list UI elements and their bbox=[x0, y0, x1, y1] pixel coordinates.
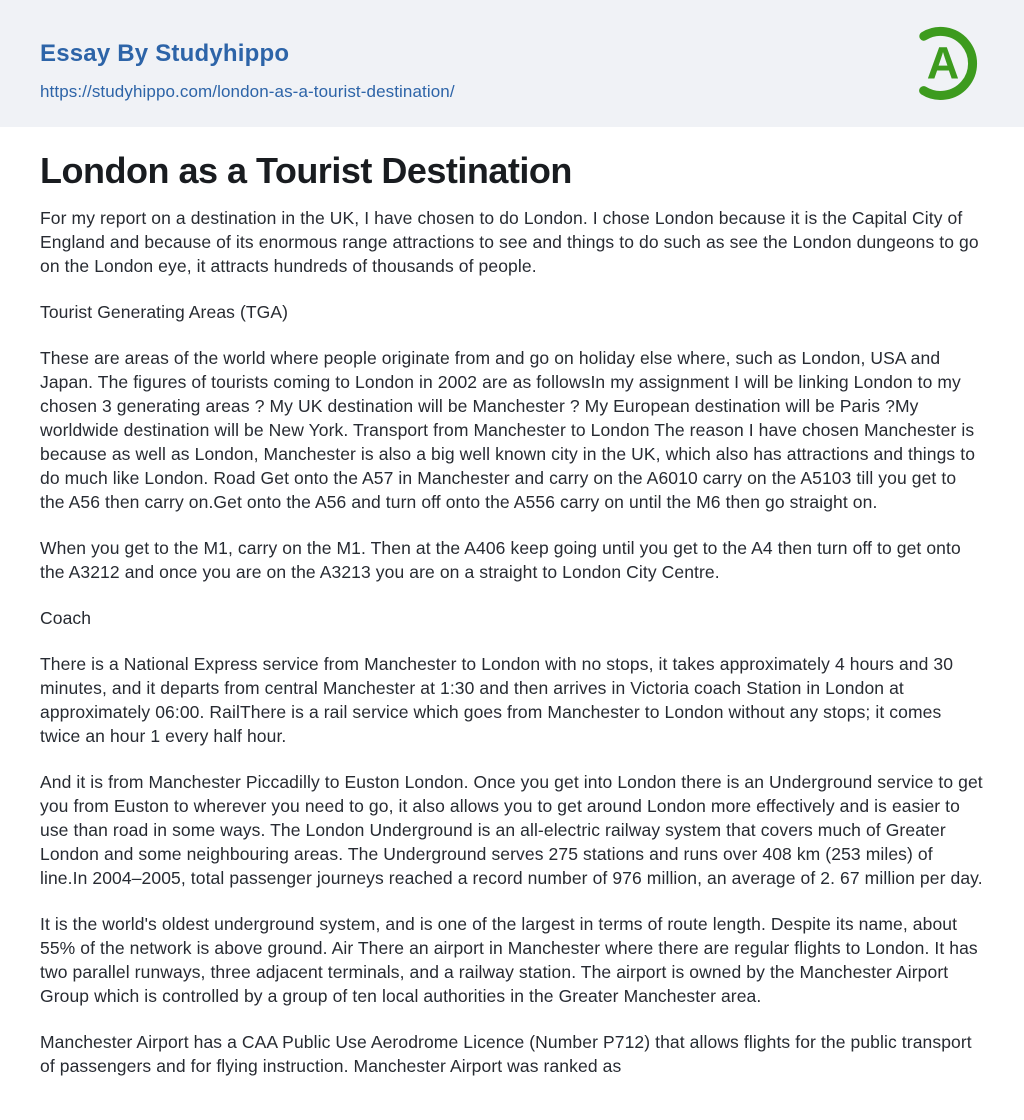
studyhippo-logo-icon bbox=[906, 22, 984, 104]
article-paragraph: Manchester Airport has a CAA Public Use Aerodrome Licence (Number P712) that allows flights for the public transport of passengers and for flying instruction. Manchester Airport was ranked as bbox=[40, 1032, 972, 1077]
article-paragraph-coach-heading: Coach bbox=[40, 608, 92, 629]
article-paragraph-tga-heading: Tourist Generating Areas (TGA) bbox=[40, 302, 289, 323]
logo-letter: A bbox=[926, 37, 960, 89]
article-paragraph: It is the world's oldest underground system, and is one of the largest in terms of route length. Despite its name, about 55% of the network is above ground. Air There an airport in Manchester where there are regular flights to London. It has two parallel runways, three adjacent terminals, and a railway station. The airport is owned by the Manchester Airport Group which is controlled by a group of ten local authorities in the Greater Manchester area. bbox=[40, 914, 978, 1007]
site-header bbox=[0, 0, 1024, 127]
article-paragraph: These are areas of the world where people originate from and go on holiday else where, such as London, USA and Japan. The figures of tourists coming to London in 2002 are as followsIn my assignment I will be linking London to my chosen 3 generating areas ? My UK destination will be Manchester ? My European destination will be Paris ?My worldwide destination will be New York. Transport from Manchester to London The reason I have chosen Manchester is because as well as London, Manchester is also a big well known city in the UK, which also has attractions and things to do much like London. Road Get onto the A57 in Manchester and carry on the A6010 carry on the A5103 till you get to the A56 then carry on.Get onto the A56 and turn off onto the A556 carry on until the M6 then go straight on. bbox=[40, 348, 976, 513]
article-paragraph: For my report on a destination in the UK, I have chosen to do London. I chose London because it is the Capital City of England and because of its enormous range attractions to see and things to do such as see the London dungeons to go on the London eye, it attracts hundreds of thousands of people. bbox=[40, 208, 979, 277]
essay-url-link[interactable]: https://studyhippo.com/london-as-a-tourist-destination/ bbox=[40, 81, 455, 101]
article-paragraph: When you get to the M1, carry on the M1. Then at the A406 keep going until you get to the A4 then turn off to get onto the A3212 and once you are on the A3213 you are on a straight to London City Centre. bbox=[40, 538, 961, 583]
article-paragraph: There is a National Express service from Manchester to London with no stops, it takes approximately 4 hours and 30 minutes, and it departs from central Manchester at 1:30 and then arrives in Victoria coach Station in London at approximately 06:00. RailThere is a rail service which goes from Manchester to London without any stops; it comes twice an hour 1 every half hour. bbox=[40, 654, 954, 747]
article-paragraph: And it is from Manchester Piccadilly to Euston London. Once you get into London there is an Underground service to get you from Euston to wherever you need to go, it also allows you to get around London more effectively and is easier to use than road in some ways. The London Underground is an all-electric railway system that covers much of Greater London and some neighbouring areas. The Underground serves 275 stations and runs over 408 km (253 miles) of line.In 2004–2005, total passenger journeys reached a record number of 976 million, an average of 2. 67 million per day. bbox=[40, 772, 983, 889]
page-title: London as a Tourist Destination bbox=[40, 150, 572, 191]
byline-heading: Essay By Studyhippo bbox=[40, 40, 290, 67]
essay-content bbox=[0, 127, 1024, 1078]
